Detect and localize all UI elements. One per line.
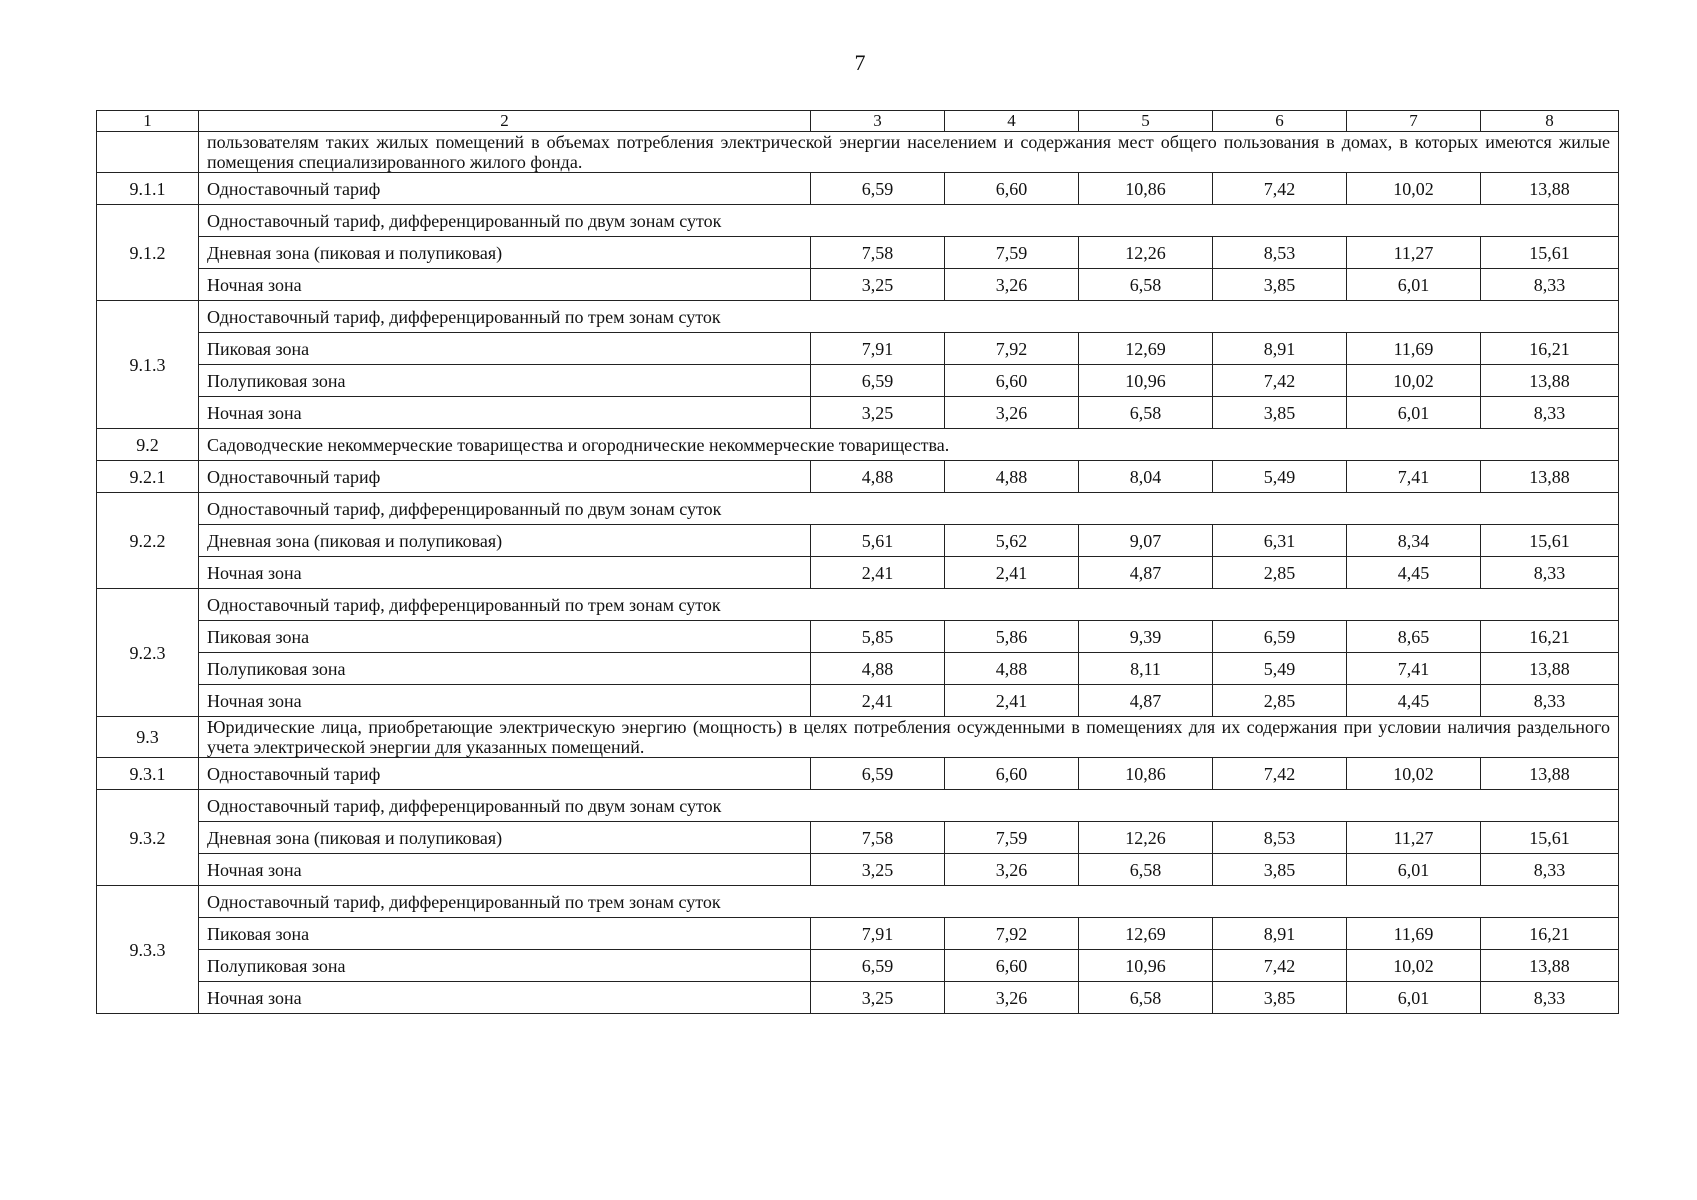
zone-label: Ночная зона	[199, 269, 811, 301]
row-code: 9.1.3	[97, 301, 199, 429]
tariff-value: 6,60	[945, 173, 1079, 205]
tariff-value: 3,26	[945, 269, 1079, 301]
tariff-value: 8,91	[1213, 918, 1347, 950]
tariff-value: 8,04	[1079, 461, 1213, 493]
row-code: 9.2.3	[97, 589, 199, 717]
tariff-value: 10,86	[1079, 173, 1213, 205]
zone-label: Ночная зона	[199, 685, 811, 717]
tariff-value: 8,34	[1347, 525, 1481, 557]
tariff-value: 7,42	[1213, 365, 1347, 397]
zone-label: Дневная зона (пиковая и полупиковая)	[199, 237, 811, 269]
tariff-value: 6,59	[811, 950, 945, 982]
tariff-label: Одноставочный тариф	[199, 173, 811, 205]
tariff-value: 5,49	[1213, 461, 1347, 493]
zone-row	[97, 269, 1619, 301]
column-number-row	[97, 111, 1619, 132]
tariff-value: 5,85	[811, 621, 945, 653]
page-number: 7	[854, 50, 866, 75]
row-code: 9.1.1	[97, 173, 199, 205]
tariff-value: 2,41	[945, 557, 1079, 589]
tariff-value: 2,41	[811, 685, 945, 717]
zone-row	[97, 333, 1619, 365]
tariff-value: 7,42	[1213, 173, 1347, 205]
zone-row	[97, 525, 1619, 557]
tariff-value: 8,65	[1347, 621, 1481, 653]
tariff-value: 3,85	[1213, 854, 1347, 886]
tariff-value: 9,39	[1079, 621, 1213, 653]
tariff-table	[96, 110, 1619, 1014]
zone-label: Ночная зона	[199, 557, 811, 589]
zone-row	[97, 822, 1619, 854]
tariff-value: 8,33	[1481, 269, 1619, 301]
tariff-value: 3,25	[811, 397, 945, 429]
tariff-value: 7,92	[945, 333, 1079, 365]
tariff-value: 10,02	[1347, 950, 1481, 982]
tariff-value: 7,41	[1347, 461, 1481, 493]
tariff-value: 15,61	[1481, 822, 1619, 854]
zone-label: Ночная зона	[199, 397, 811, 429]
tariff-value: 11,27	[1347, 822, 1481, 854]
row-code: 9.1.2	[97, 205, 199, 301]
zone-row	[97, 557, 1619, 589]
row-code: 9.2.2	[97, 493, 199, 589]
zone-row	[97, 397, 1619, 429]
row-code: 9.2	[97, 429, 199, 461]
tariff-value: 4,87	[1079, 685, 1213, 717]
tariff-value: 7,59	[945, 237, 1079, 269]
tariff-value: 6,60	[945, 365, 1079, 397]
section-heading: Садоводческие некоммерческие товарищества и огороднические некоммерческие товарищества.	[199, 429, 1619, 461]
tariff-value: 16,21	[1481, 918, 1619, 950]
tariff-value: 15,61	[1481, 525, 1619, 557]
tariff-value: 12,69	[1079, 333, 1213, 365]
tariff-value: 4,45	[1347, 557, 1481, 589]
tariff-value: 10,02	[1347, 365, 1481, 397]
tariff-value: 6,01	[1347, 982, 1481, 1014]
group-title-row	[97, 790, 1619, 822]
tariff-value: 6,59	[811, 173, 945, 205]
zone-label: Пиковая зона	[199, 621, 811, 653]
tariff-value: 8,33	[1481, 397, 1619, 429]
tariff-value: 6,58	[1079, 269, 1213, 301]
column-number: 2	[199, 111, 811, 132]
tariff-value: 4,87	[1079, 557, 1213, 589]
tariff-value: 6,01	[1347, 397, 1481, 429]
tariff-value: 12,26	[1079, 822, 1213, 854]
tariff-value: 16,21	[1481, 333, 1619, 365]
zone-row	[97, 982, 1619, 1014]
tariff-value: 3,25	[811, 982, 945, 1014]
tariff-value: 8,53	[1213, 822, 1347, 854]
column-number: 8	[1481, 111, 1619, 132]
tariff-value: 11,27	[1347, 237, 1481, 269]
tariff-value: 13,88	[1481, 365, 1619, 397]
tariff-value: 7,42	[1213, 758, 1347, 790]
tariff-value: 7,59	[945, 822, 1079, 854]
tariff-value: 6,58	[1079, 854, 1213, 886]
tariff-value: 7,42	[1213, 950, 1347, 982]
tariff-value: 8,53	[1213, 237, 1347, 269]
tariff-value: 12,69	[1079, 918, 1213, 950]
zone-row	[97, 950, 1619, 982]
tariff-value: 7,91	[811, 918, 945, 950]
tariff-value: 7,58	[811, 237, 945, 269]
tariff-value: 2,41	[945, 685, 1079, 717]
tariff-value: 3,26	[945, 982, 1079, 1014]
tariff-value: 3,25	[811, 269, 945, 301]
tariff-value: 5,62	[945, 525, 1079, 557]
tariff-value: 8,33	[1481, 685, 1619, 717]
zone-row	[97, 621, 1619, 653]
continuation-text: пользователям таких жилых помещений в объемах потребления электрической энергии населением и содержания мест общего пользования в домах, в которых имеются жилые помещения специализированного жилого фонда.	[199, 132, 1619, 173]
group-title: Одноставочный тариф, дифференцированный по двум зонам суток	[199, 790, 1619, 822]
tariff-value: 10,02	[1347, 173, 1481, 205]
column-number: 1	[97, 111, 199, 132]
tariff-value: 10,02	[1347, 758, 1481, 790]
group-title-row	[97, 205, 1619, 237]
tariff-value: 5,86	[945, 621, 1079, 653]
tariff-value: 3,85	[1213, 269, 1347, 301]
row-code: 9.2.1	[97, 461, 199, 493]
tariff-value: 15,61	[1481, 237, 1619, 269]
tariff-value: 13,88	[1481, 950, 1619, 982]
zone-label: Полупиковая зона	[199, 950, 811, 982]
group-title-row	[97, 301, 1619, 333]
tariff-value: 6,59	[811, 365, 945, 397]
group-title: Одноставочный тариф, дифференцированный по трем зонам суток	[199, 589, 1619, 621]
tariff-label: Одноставочный тариф	[199, 461, 811, 493]
zone-label: Ночная зона	[199, 854, 811, 886]
tariff-value: 4,88	[945, 653, 1079, 685]
row-code: 9.3.3	[97, 886, 199, 1014]
zone-row	[97, 685, 1619, 717]
tariff-value: 4,45	[1347, 685, 1481, 717]
tariff-value: 11,69	[1347, 918, 1481, 950]
tariff-value: 6,58	[1079, 397, 1213, 429]
column-number: 6	[1213, 111, 1347, 132]
tariff-value: 6,59	[811, 758, 945, 790]
tariff-value: 4,88	[811, 653, 945, 685]
tariff-value: 9,07	[1079, 525, 1213, 557]
tariff-value: 10,86	[1079, 758, 1213, 790]
tariff-value: 2,85	[1213, 557, 1347, 589]
zone-row	[97, 854, 1619, 886]
section-heading-row	[97, 429, 1619, 461]
tariff-value: 6,60	[945, 950, 1079, 982]
tariff-value: 7,41	[1347, 653, 1481, 685]
group-title-row	[97, 589, 1619, 621]
zone-label: Полупиковая зона	[199, 653, 811, 685]
group-title-row	[97, 493, 1619, 525]
row-code: 9.3.1	[97, 758, 199, 790]
row-code: 9.3	[97, 717, 199, 758]
zone-row	[97, 653, 1619, 685]
tariff-value: 8,91	[1213, 333, 1347, 365]
tariff-value: 13,88	[1481, 758, 1619, 790]
section-heading: Юридические лица, приобретающие электрическую энергию (мощность) в целях потребления осужденными в помещениях для их содержания при условии наличия раздельного учета электрической энергии для указанных помещений.	[199, 717, 1619, 758]
row-code: 9.3.2	[97, 790, 199, 886]
column-number: 3	[811, 111, 945, 132]
tariff-value: 3,85	[1213, 397, 1347, 429]
zone-row	[97, 365, 1619, 397]
tariff-row	[97, 461, 1619, 493]
tariff-value: 3,26	[945, 397, 1079, 429]
tariff-row	[97, 758, 1619, 790]
tariff-value: 12,26	[1079, 237, 1213, 269]
tariff-value: 8,11	[1079, 653, 1213, 685]
zone-label: Ночная зона	[199, 982, 811, 1014]
tariff-value: 11,69	[1347, 333, 1481, 365]
section-heading-row	[97, 717, 1619, 758]
group-title: Одноставочный тариф, дифференцированный по двум зонам суток	[199, 493, 1619, 525]
tariff-value: 16,21	[1481, 621, 1619, 653]
tariff-value: 4,88	[811, 461, 945, 493]
tariff-value: 13,88	[1481, 461, 1619, 493]
zone-row	[97, 918, 1619, 950]
zone-label: Пиковая зона	[199, 918, 811, 950]
group-title: Одноставочный тариф, дифференцированный по трем зонам суток	[199, 886, 1619, 918]
tariff-value: 2,85	[1213, 685, 1347, 717]
zone-label: Дневная зона (пиковая и полупиковая)	[199, 822, 811, 854]
tariff-value: 6,01	[1347, 854, 1481, 886]
tariff-row	[97, 173, 1619, 205]
tariff-value: 5,49	[1213, 653, 1347, 685]
tariff-value: 5,61	[811, 525, 945, 557]
tariff-value: 2,41	[811, 557, 945, 589]
tariff-value: 3,26	[945, 854, 1079, 886]
tariff-table-body	[97, 111, 1619, 1014]
zone-label: Пиковая зона	[199, 333, 811, 365]
group-title: Одноставочный тариф, дифференцированный по трем зонам суток	[199, 301, 1619, 333]
tariff-value: 8,33	[1481, 982, 1619, 1014]
tariff-value: 10,96	[1079, 365, 1213, 397]
tariff-value: 6,60	[945, 758, 1079, 790]
tariff-value: 6,31	[1213, 525, 1347, 557]
tariff-value: 6,59	[1213, 621, 1347, 653]
tariff-value: 13,88	[1481, 173, 1619, 205]
tariff-value: 7,92	[945, 918, 1079, 950]
tariff-value: 6,58	[1079, 982, 1213, 1014]
tariff-value: 7,58	[811, 822, 945, 854]
tariff-value: 3,85	[1213, 982, 1347, 1014]
tariff-value: 8,33	[1481, 557, 1619, 589]
row-code-cell	[97, 132, 199, 173]
tariff-value: 13,88	[1481, 653, 1619, 685]
tariff-value: 10,96	[1079, 950, 1213, 982]
column-number: 5	[1079, 111, 1213, 132]
zone-label: Дневная зона (пиковая и полупиковая)	[199, 525, 811, 557]
group-title: Одноставочный тариф, дифференцированный по двум зонам суток	[199, 205, 1619, 237]
tariff-value: 7,91	[811, 333, 945, 365]
continuation-row	[97, 132, 1619, 173]
zone-row	[97, 237, 1619, 269]
tariff-value: 8,33	[1481, 854, 1619, 886]
group-title-row	[97, 886, 1619, 918]
tariff-value: 6,01	[1347, 269, 1481, 301]
column-number: 4	[945, 111, 1079, 132]
tariff-value: 4,88	[945, 461, 1079, 493]
tariff-value: 3,25	[811, 854, 945, 886]
tariff-label: Одноставочный тариф	[199, 758, 811, 790]
column-number: 7	[1347, 111, 1481, 132]
zone-label: Полупиковая зона	[199, 365, 811, 397]
